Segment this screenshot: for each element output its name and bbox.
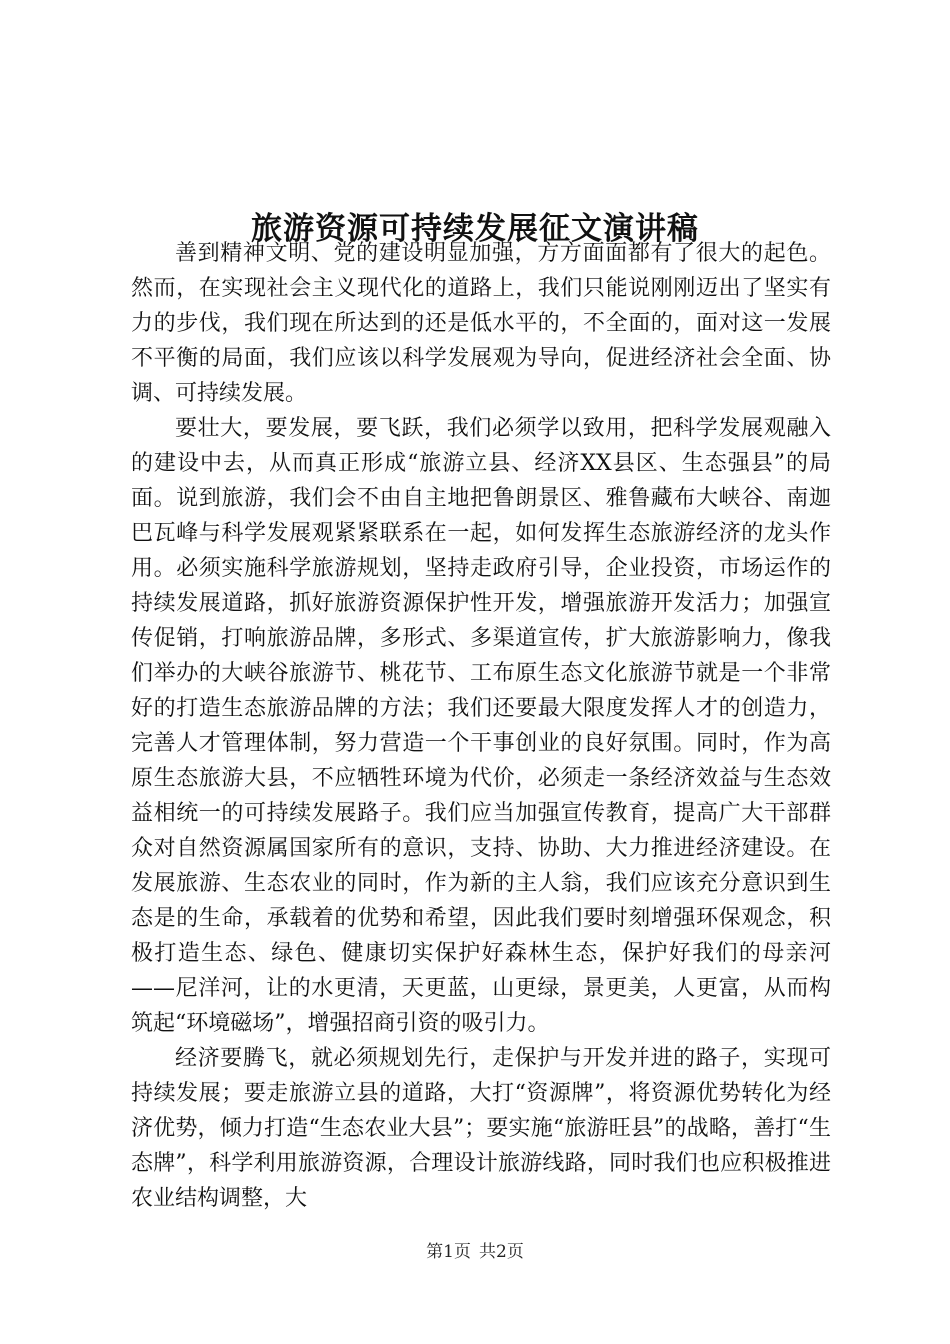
document-body (131, 236, 831, 1216)
page-footer (0, 1240, 950, 1264)
page-number-current: 第1页 (426, 1242, 471, 1262)
document-title: 旅游资源可持续发展征文演讲稿 (251, 210, 699, 247)
body-paragraph-2: 要壮大，要发展，要飞跃，我们必须学以致用，把科学发展观融入的建设中去，从而真正形成“旅游立县、经济XX县区、生态强县”的局面。说到旅游，我们会不由自主地把鲁朗景区、雅鲁藏布大峡谷、南迦巴瓦峰与科学发展观紧紧联系在一起，如何发挥生态旅游经济的龙头作用。必须实施科学旅游规划，坚持走政府引导，企业投资，市场运作的持续发展道路，抓好旅游资源保护性开发，增强旅游开发活力；加强宣传促销，打响旅游品牌，多形式、多渠道宣传，扩大旅游影响力，像我们举办的大峡谷旅游节、桃花节、工布原生态文化旅游节就是一个非常好的打造生态旅游品牌的方法；我们还要最大限度发挥人才的创造力，完善人才管理体制，努力营造一个干事创业的良好氛围。同时，作为高原生态旅游大县，不应牺牲环境为代价，必须走一条经济效益与生态效益相统一的可持续发展路子。我们应当加强宣传教育，提高广大干部群众对自然资源属国家所有的意识，支持、协助、大力推进经济建设。在发展旅游、生态农业的同时，作为新的主人翁，我们应该充分意识到生态是的生命，承载着的优势和希望，因此我们要时刻增强环保观念，积极打造生态、绿色、健康切实保护好森林生态，保护好我们的母亲河——尼洋河，让的水更清，天更蓝，山更绿，景更美，人更富，从而构筑起“环境磁场”，增强招商引资的吸引力。 (131, 416, 831, 1036)
body-paragraph-1: 善到精神文明、党的建设明显加强，方方面面都有了很大的起色。然而，在实现社会主义现代化的道路上，我们只能说刚刚迈出了坚实有力的步伐，我们现在所达到的还是低水平的，不全面的，面对这一发展不平衡的局面，我们应该以科学发展观为导向，促进经济社会全面、协调、可持续发展。 (131, 241, 831, 406)
page-number-total: 共2页 (479, 1242, 524, 1262)
body-paragraph-3: 经济要腾飞，就必须规划先行，走保护与开发并进的路子，实现可持续发展；要走旅游立县的道路，大打“资源牌”，将资源优势转化为经济优势，倾力打造“生态农业大县”；要实施“旅游旺县”的战略，善打“生态牌”，科学利用旅游资源，合理设计旅游线路，同时我们也应积极推进农业结构调整，大 (131, 1046, 831, 1211)
